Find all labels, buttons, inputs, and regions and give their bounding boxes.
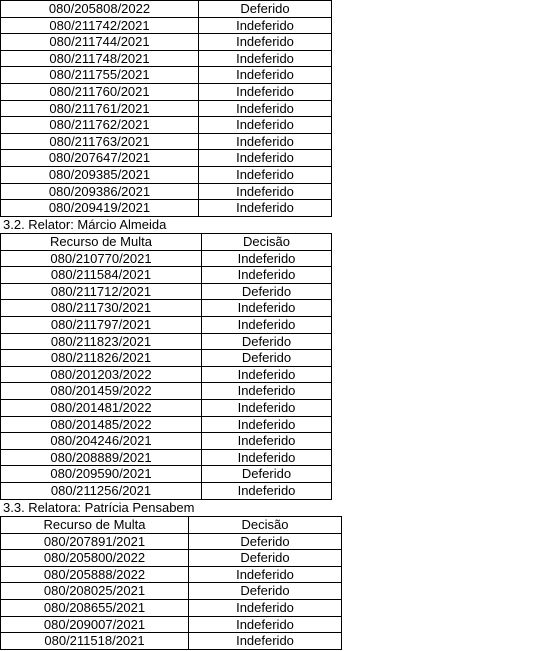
table-row (1, 566, 342, 583)
table-row (1, 17, 332, 34)
recurso-number: 080/211518/2021 (1, 633, 189, 650)
decision-value: Indeferido (199, 166, 332, 183)
decision-value: Indeferido (202, 433, 332, 450)
decision-value: Indeferido (199, 34, 332, 51)
decision-value: Indeferido (202, 300, 332, 317)
decision-table-continued (0, 0, 332, 217)
table-row (1, 34, 332, 51)
recurso-number: 080/207647/2021 (1, 150, 199, 167)
section-3-3 (0, 516, 342, 650)
table-row (1, 350, 332, 367)
decision-value: Deferido (189, 583, 342, 600)
recurso-number: 080/205888/2022 (1, 566, 189, 583)
section-title-patricia-pensabem: 3.3. Relatora: Patrícia Pensabem (3, 500, 195, 515)
decision-value: Indeferido (199, 17, 332, 34)
decision-value: Deferido (199, 1, 332, 18)
header-recurso: Recurso de Multa (1, 517, 189, 534)
table-row (1, 550, 342, 567)
recurso-number: 080/211256/2021 (1, 482, 202, 499)
table-row (1, 482, 332, 499)
decision-value: Indeferido (189, 616, 342, 633)
recurso-number: 080/211742/2021 (1, 17, 199, 34)
recurso-number: 080/209385/2021 (1, 166, 199, 183)
decision-value: Indeferido (199, 200, 332, 217)
decision-value: Indeferido (199, 83, 332, 100)
decision-table-3-body (1, 517, 342, 650)
decision-table-1 (0, 0, 332, 217)
decision-value: Indeferido (202, 383, 332, 400)
recurso-number: 080/208655/2021 (1, 599, 189, 616)
recurso-number: 080/211826/2021 (1, 350, 202, 367)
table-row (1, 533, 342, 550)
table-row (1, 333, 332, 350)
table-row (1, 133, 332, 150)
recurso-number: 080/211761/2021 (1, 100, 199, 117)
decision-value: Deferido (202, 350, 332, 367)
recurso-number: 080/201485/2022 (1, 416, 202, 433)
recurso-number: 080/211760/2021 (1, 83, 199, 100)
decision-value: Indeferido (202, 316, 332, 333)
table-row (1, 633, 342, 650)
table-row (1, 100, 332, 117)
table-row (1, 416, 332, 433)
table-row (1, 449, 332, 466)
recurso-number: 080/207891/2021 (1, 533, 189, 550)
recurso-number: 080/201481/2022 (1, 399, 202, 416)
table-row (1, 399, 332, 416)
table-row (1, 316, 332, 333)
table-row (1, 83, 332, 100)
decision-value: Deferido (189, 550, 342, 567)
decision-value: Indeferido (199, 183, 332, 200)
decision-value: Indeferido (189, 566, 342, 583)
recurso-number: 080/211730/2021 (1, 300, 202, 317)
decision-value: Indeferido (202, 482, 332, 499)
table-row (1, 117, 332, 134)
recurso-number: 080/211755/2021 (1, 67, 199, 84)
decision-table-3 (0, 516, 342, 650)
decision-value: Indeferido (202, 366, 332, 383)
decision-table-2 (0, 233, 332, 500)
section-3-2 (0, 233, 332, 500)
table-row (1, 616, 342, 633)
decision-value: Indeferido (189, 599, 342, 616)
table-row (1, 383, 332, 400)
header-decisao: Decisão (189, 517, 342, 534)
table-row (1, 50, 332, 67)
recurso-number: 080/205808/2022 (1, 1, 199, 18)
table-row (1, 366, 332, 383)
recurso-number: 080/201203/2022 (1, 366, 202, 383)
decision-value: Indeferido (202, 399, 332, 416)
table-row (1, 466, 332, 483)
decision-value: Indeferido (189, 633, 342, 650)
decision-value: Deferido (202, 283, 332, 300)
recurso-number: 080/208889/2021 (1, 449, 202, 466)
table-row (1, 283, 332, 300)
recurso-number: 080/211744/2021 (1, 34, 199, 51)
header-decisao: Decisão (202, 234, 332, 251)
section-title-marcio-almeida: 3.2. Relator: Márcio Almeida (3, 217, 167, 232)
decision-value: Deferido (202, 466, 332, 483)
decision-value: Indeferido (199, 100, 332, 117)
recurso-number: 080/209007/2021 (1, 616, 189, 633)
decision-value: Indeferido (202, 449, 332, 466)
decision-value: Indeferido (202, 416, 332, 433)
decision-value: Indeferido (202, 250, 332, 267)
recurso-number: 080/209386/2021 (1, 183, 199, 200)
decision-value: Indeferido (199, 67, 332, 84)
table-row (1, 583, 342, 600)
recurso-number: 080/209419/2021 (1, 200, 199, 217)
table-header-row (1, 234, 332, 251)
table-row (1, 267, 332, 284)
recurso-number: 080/211762/2021 (1, 117, 199, 134)
recurso-number: 080/211763/2021 (1, 133, 199, 150)
decision-value: Indeferido (202, 267, 332, 284)
recurso-number: 080/209590/2021 (1, 466, 202, 483)
table-row (1, 150, 332, 167)
table-row (1, 1, 332, 18)
recurso-number: 080/211823/2021 (1, 333, 202, 350)
recurso-number: 080/211712/2021 (1, 283, 202, 300)
recurso-number: 080/211584/2021 (1, 267, 202, 284)
recurso-number: 080/201459/2022 (1, 383, 202, 400)
header-recurso: Recurso de Multa (1, 234, 202, 251)
recurso-number: 080/205800/2022 (1, 550, 189, 567)
recurso-number: 080/210770/2021 (1, 250, 202, 267)
table-row (1, 433, 332, 450)
decision-value: Indeferido (199, 117, 332, 134)
table-row (1, 599, 342, 616)
table-row (1, 250, 332, 267)
recurso-number: 080/211748/2021 (1, 50, 199, 67)
decision-value: Deferido (202, 333, 332, 350)
table-row (1, 67, 332, 84)
decision-table-1-body (1, 1, 332, 217)
decision-value: Indeferido (199, 50, 332, 67)
table-row (1, 200, 332, 217)
table-row (1, 300, 332, 317)
decision-value: Indeferido (199, 133, 332, 150)
decision-value: Indeferido (199, 150, 332, 167)
table-header-row (1, 517, 342, 534)
recurso-number: 080/208025/2021 (1, 583, 189, 600)
recurso-number: 080/204246/2021 (1, 433, 202, 450)
decision-table-2-body (1, 234, 332, 500)
table-row (1, 183, 332, 200)
recurso-number: 080/211797/2021 (1, 316, 202, 333)
decision-value: Deferido (189, 533, 342, 550)
table-row (1, 166, 332, 183)
